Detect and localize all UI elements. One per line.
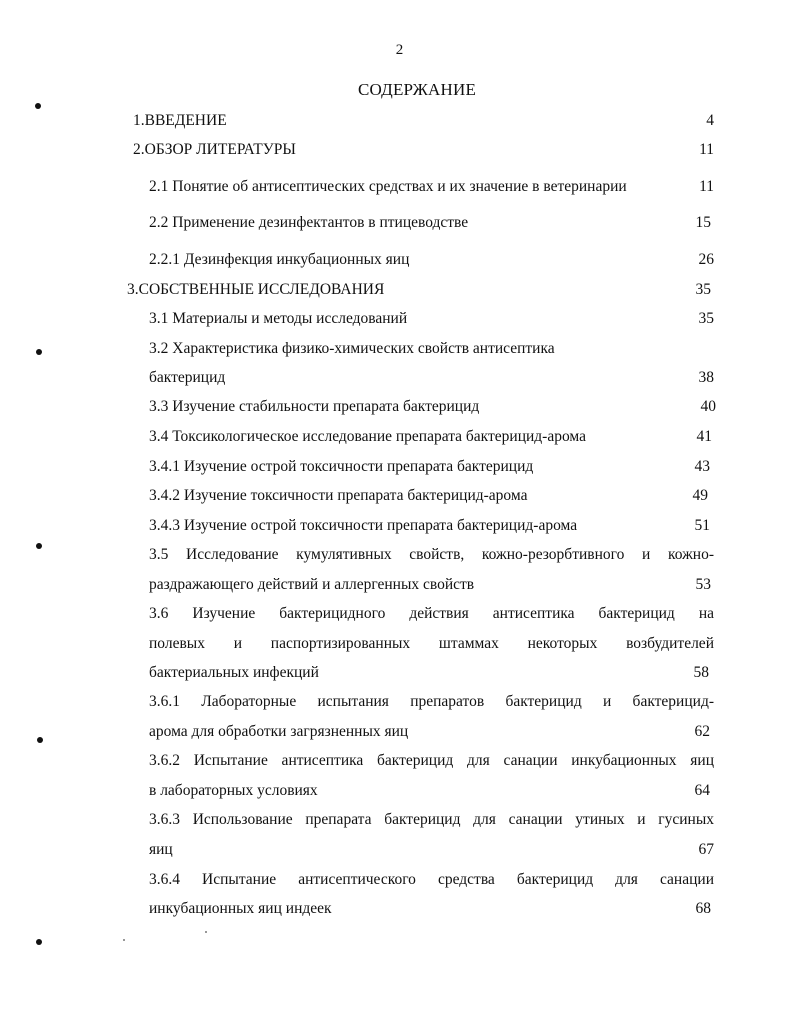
toc-entry-lab-tests[interactable]: 3.6.1 Лабораторные испытания препаратов бактерицид и бактерицид-: [149, 693, 714, 710]
scan-speck: [123, 939, 125, 941]
toc-entry-turkey-eggs-cont[interactable]: инкубационных яиц индеек: [149, 900, 332, 917]
toc-page-number: 26: [698, 251, 714, 268]
scan-speck: [205, 931, 207, 933]
toc-page-number: 35: [698, 310, 714, 327]
page-number: 2: [395, 42, 404, 58]
toc-page-number: 43: [694, 458, 710, 475]
toc-page-number: 64: [694, 782, 710, 799]
toc-entry-sanitation-lab[interactable]: 3.6.2 Испытание антисептика бактерицид для санации инкубационных яиц: [149, 752, 714, 769]
toc-entry-literature-review[interactable]: 2.ОБЗОР ЛИТЕРАТУРЫ: [133, 141, 296, 158]
punch-hole-mark: [37, 737, 43, 743]
toc-page-number: 51: [694, 517, 710, 534]
toc-entry-physicochemical-properties[interactable]: 3.2 Характеристика физико-химических свойств антисептика: [149, 340, 555, 357]
punch-hole-mark: [36, 543, 42, 549]
toc-entry-disinfectants-poultry[interactable]: 2.2 Применение дезинфектантов в птицеводстве: [149, 214, 469, 231]
toc-entry-materials-methods[interactable]: 3.1 Материалы и методы исследований: [149, 310, 408, 327]
toc-entry-toxicity-aroma[interactable]: 3.4.2 Изучение токсичности препарата бактерицид-арома: [149, 487, 528, 504]
toc-entry-lab-tests-cont[interactable]: арома для обработки загрязненных яиц: [149, 723, 409, 740]
toc-page-number: 68: [695, 900, 711, 917]
toc-entry-physicochemical-properties-cont[interactable]: бактерицид: [149, 369, 226, 386]
punch-hole-mark: [35, 103, 41, 109]
toc-entry-toxicology[interactable]: 3.4 Токсикологическое исследование препарата бактерицид-арома: [149, 428, 587, 445]
toc-page-number: 11: [699, 178, 714, 195]
toc-page-number: 38: [698, 369, 714, 386]
toc-page-number: 67: [698, 841, 714, 858]
toc-entry-antiseptics-concept[interactable]: 2.1 Понятие об антисептических средствах и их значение в ветеринарии: [149, 178, 627, 195]
toc-page-number: 4: [706, 112, 714, 129]
toc-entry-duck-goose-eggs-cont[interactable]: яиц: [149, 841, 173, 858]
toc-page-number: 62: [694, 723, 710, 740]
toc-entry-egg-disinfection[interactable]: 2.2.1 Дезинфекция инкубационных яиц: [149, 251, 410, 268]
toc-page-number: 35: [695, 281, 711, 298]
toc-entry-own-research[interactable]: 3.СОБСТВЕННЫЕ ИССЛЕДОВАНИЯ: [127, 281, 385, 298]
punch-hole-mark: [36, 349, 42, 355]
toc-entry-bactericidal-action-cont[interactable]: бактериальных инфекций: [149, 664, 319, 681]
toc-page-number: 15: [695, 214, 711, 231]
toc-entry-sanitation-lab-cont[interactable]: в лабораторных условиях: [149, 782, 318, 799]
toc-entry-turkey-eggs[interactable]: 3.6.4 Испытание антисептического средства бактерицид для санации: [149, 871, 714, 888]
toc-entry-introduction[interactable]: 1.ВВЕДЕНИЕ: [133, 112, 227, 129]
toc-page-number: 11: [699, 141, 714, 158]
toc-entry-cumulative-properties[interactable]: 3.5 Исследование кумулятивных свойств, кожно-резорбтивного и кожно-: [149, 546, 714, 563]
page-title: СОДЕРЖАНИЕ: [358, 80, 477, 99]
toc-entry-acute-toxicity-aroma[interactable]: 3.4.3 Изучение острой токсичности препарата бактерицид-арома: [149, 517, 578, 534]
toc-entry-cumulative-properties-cont[interactable]: раздражающего действий и аллергенных свойств: [149, 576, 475, 593]
toc-page-number: 58: [693, 664, 709, 681]
toc-entry-bactericidal-action[interactable]: 3.6 Изучение бактерицидного действия антисептика бактерицид на: [149, 605, 714, 622]
toc-entry-duck-goose-eggs[interactable]: 3.6.3 Использование препарата бактерицид для санации утиных и гусиных: [149, 811, 714, 828]
toc-page-number: 49: [692, 487, 708, 504]
toc-page-number: 40: [700, 398, 716, 415]
toc-entry-stability[interactable]: 3.3 Изучение стабильности препарата бактерицид: [149, 398, 480, 415]
toc-page-number: 41: [696, 428, 712, 445]
toc-entry-acute-toxicity[interactable]: 3.4.1 Изучение острой токсичности препарата бактерицид: [149, 458, 534, 475]
toc-page-number: 53: [695, 576, 711, 593]
toc-entry-bactericidal-action-cont[interactable]: полевых и паспортизированных штаммах некоторых возбудителей: [149, 635, 714, 652]
punch-hole-mark: [36, 939, 42, 945]
